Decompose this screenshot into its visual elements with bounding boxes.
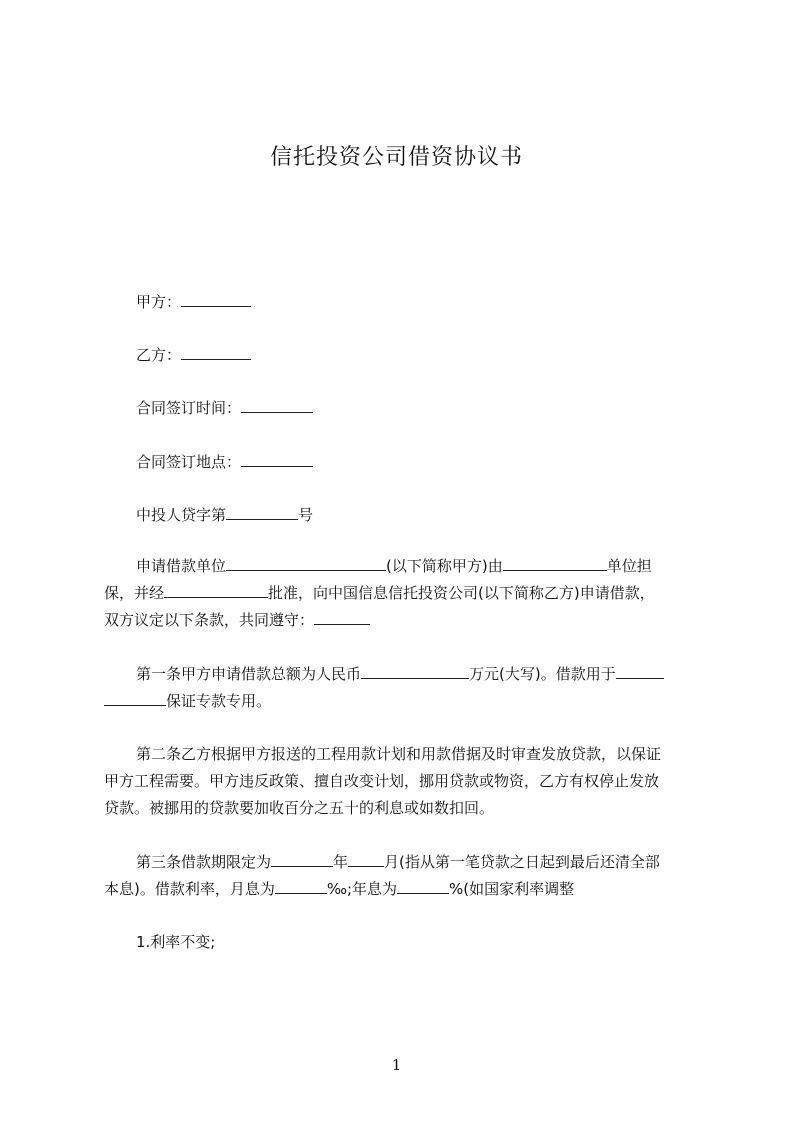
party-a-blank[interactable] bbox=[181, 292, 251, 307]
loan-amount-blank[interactable] bbox=[361, 663, 469, 679]
article-3-line-1 bbox=[104, 849, 704, 876]
article-2 bbox=[104, 741, 704, 822]
article-2-line-3: 贷款。被挪用的贷款要加收百分之五十的利息或如数扣回。 bbox=[104, 799, 495, 817]
article-1-line-1 bbox=[104, 661, 704, 688]
list-item-1: 1.利率不变; bbox=[136, 933, 216, 951]
intro-l1-b: (以下简称甲方)由 bbox=[386, 557, 503, 575]
intro-line-1 bbox=[104, 553, 704, 580]
guarantor-unit-blank[interactable] bbox=[503, 555, 607, 571]
approver-blank[interactable] bbox=[164, 582, 268, 598]
intro-l2-a: 保，并经 bbox=[104, 584, 165, 602]
annual-rate-blank[interactable] bbox=[397, 878, 449, 894]
intro-l1-a: 申请借款单位 bbox=[136, 557, 227, 575]
intro-l3-a: 双方议定以下条款，共同遵守： bbox=[104, 611, 315, 629]
intro-l2-b: 批准，向中国信息信托投资公司(以下简称乙方)申请借款， bbox=[268, 584, 655, 602]
party-b-blank[interactable] bbox=[181, 345, 251, 360]
document-title: 信托投资公司借资协议书 bbox=[269, 145, 523, 170]
monthly-rate-blank[interactable] bbox=[275, 878, 327, 894]
article-3-line-2 bbox=[104, 876, 704, 903]
sign-time-blank[interactable] bbox=[241, 398, 313, 413]
loan-number-prefix: 中投人贷字第 bbox=[136, 506, 227, 524]
terms-blank[interactable] bbox=[314, 609, 370, 625]
intro-paragraph bbox=[104, 553, 704, 634]
article-3-l2-b: ‰;年息为 bbox=[326, 880, 398, 898]
article-3-l1-c: 月(指从第一笔贷款之日起到最后还清全部 bbox=[384, 853, 660, 871]
article-1-l1-b: 万元(大写)。借款用于 bbox=[469, 665, 616, 683]
article-3-l2-a: 本息)。借款利率，月息为 bbox=[104, 880, 275, 898]
intro-line-3 bbox=[104, 607, 704, 634]
article-3-l2-c: %(如国家利率调整 bbox=[449, 880, 575, 898]
article-2-line-2: 甲方工程需要。甲方违反政策、擅自改变计划，挪用贷款或物资，乙方有权停止发放 bbox=[104, 772, 660, 790]
sign-place-blank[interactable] bbox=[241, 452, 313, 467]
article-3-l1-b: 年 bbox=[333, 853, 349, 871]
article-1-l1-a: 第一条甲方申请借款总额为人民币 bbox=[136, 665, 362, 683]
article-1-l2-a: 保证专款专用。 bbox=[166, 692, 272, 710]
article-2-line-1: 第二条乙方根据甲方报送的工程用款计划和用款借据及时审查发放贷款，以保证 bbox=[136, 745, 662, 763]
article-3 bbox=[104, 849, 704, 903]
intro-line-2 bbox=[104, 580, 704, 607]
loan-number-blank[interactable] bbox=[226, 505, 298, 520]
party-a-field bbox=[136, 292, 251, 312]
page-number: 1 bbox=[391, 1056, 402, 1074]
article-1 bbox=[104, 661, 704, 715]
party-b-label: 乙方： bbox=[136, 346, 182, 364]
sign-place-label: 合同签订地点： bbox=[136, 453, 242, 471]
loan-number-suffix: 号 bbox=[298, 506, 314, 524]
sign-time-field bbox=[136, 398, 313, 418]
term-years-blank[interactable] bbox=[271, 851, 333, 867]
sign-time-label: 合同签订时间： bbox=[136, 399, 242, 417]
article-3-l1-a: 第三条借款期限定为 bbox=[136, 853, 272, 871]
term-months-blank[interactable] bbox=[348, 851, 384, 867]
party-a-label: 甲方： bbox=[136, 293, 182, 311]
party-b-field bbox=[136, 345, 251, 365]
loan-purpose-blank-2[interactable] bbox=[104, 690, 166, 706]
article-1-line-2 bbox=[104, 688, 704, 715]
loan-purpose-blank-1[interactable] bbox=[616, 663, 664, 679]
sign-place-field bbox=[136, 452, 313, 472]
borrower-unit-blank[interactable] bbox=[226, 555, 386, 571]
loan-number-field bbox=[136, 505, 313, 525]
intro-l1-c: 单位担 bbox=[606, 557, 652, 575]
